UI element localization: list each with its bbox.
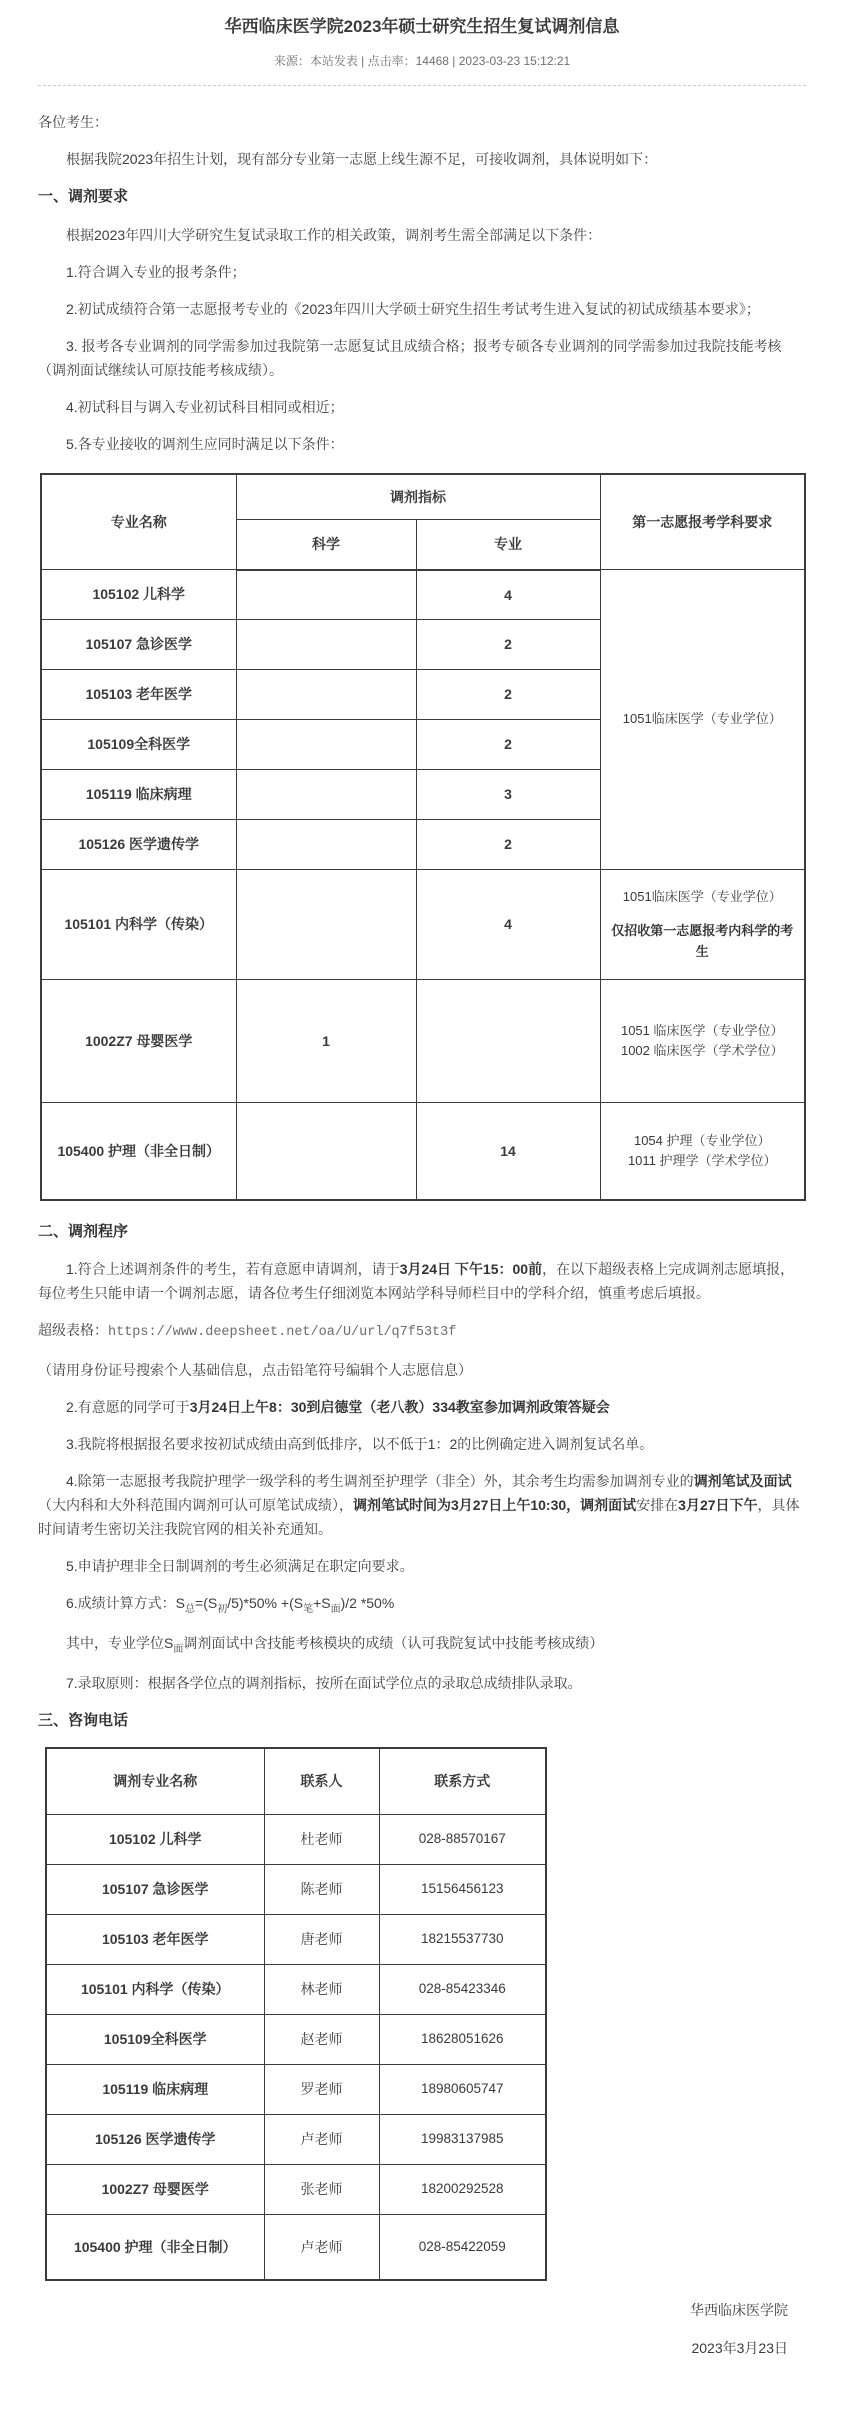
quota-col-quota: 调剂指标 <box>236 474 600 520</box>
sci-cell <box>236 720 416 770</box>
table-row <box>46 2214 546 2280</box>
phone-cell: 18980605747 <box>379 2064 546 2114</box>
person-cell: 卢老师 <box>264 2214 379 2280</box>
major-cell: 1002Z7 母婴医学 <box>41 980 236 1103</box>
table-row <box>41 1103 805 1200</box>
table-row <box>46 2164 546 2214</box>
major-cell: 105107 急诊医学 <box>41 620 236 670</box>
phone-cell: 18628051626 <box>379 2014 546 2064</box>
phone-cell: 028-88570167 <box>379 1814 546 1864</box>
section1-p0: 根据2023年四川大学研究生复试录取工作的相关政策，调剂考生需全部满足以下条件： <box>66 226 602 243</box>
interview-time-emphasis: 3月27日下午 <box>678 1496 758 1513</box>
pro-cell: 3 <box>416 770 600 820</box>
req-merged-cell: 1051临床医学（专业学位） <box>600 570 805 870</box>
section1-item4: 4.初试科目与调入专业初试科目相同或相近； <box>66 399 344 416</box>
phone-cell: 028-85423346 <box>379 1964 546 2014</box>
page-title: 华西临床医学院2023年硕士研究生招生复试调剂信息 <box>224 17 620 36</box>
section2-item2: 2.有意愿的同学可于3月24日上午8：30到启德堂（老八教）334教室参加调剂政策答疑会 <box>66 1398 610 1415</box>
quota-col-req: 第一志愿报考学科要求 <box>600 474 805 570</box>
person-cell: 赵老师 <box>264 2014 379 2064</box>
major-cell: 105109全科医学 <box>41 720 236 770</box>
table-row <box>46 2114 546 2164</box>
table-row <box>46 1964 546 2014</box>
phone-cell: 18200292528 <box>379 2164 546 2214</box>
person-cell: 罗老师 <box>264 2064 379 2114</box>
major-cell: 105119 临床病理 <box>41 770 236 820</box>
contact-col-phone: 联系方式 <box>379 1748 546 1814</box>
person-cell: 林老师 <box>264 1964 379 2014</box>
exam-time-emphasis: 调剂笔试时间为3月27日上午10:30，调剂面试 <box>353 1496 637 1513</box>
table-row <box>41 980 805 1103</box>
formula-note: 其中，专业学位$S_面$调剂面试中含技能考核模块的成绩（认可我院复试中技能考核成绩） <box>66 1635 604 1655</box>
score-formula: 6.成绩计算方式：$S_总=(S_初/5)*50\% +(S_笔+S_面)/2$ *50% <box>66 1595 395 1616</box>
sci-cell <box>236 1103 416 1200</box>
section2-item1: 1.符合上述调剂条件的考生，若有意愿申请调剂，请于3月24日 下午15：00前，在以下超级表格上完成调剂志愿填报，每位考生只能申请一个调剂志愿，请各位考生仔细浏览本网站学科导师栏目中的学科介绍，慎重考虑后填报。 <box>38 1261 795 1302</box>
req-line: 1051临床医学（专业学位） <box>622 889 782 905</box>
major-cell: 105101 内科学（传染） <box>46 1964 264 2014</box>
article-body <box>38 110 806 2361</box>
sci-cell <box>236 870 416 980</box>
pro-cell: 4 <box>416 570 600 620</box>
major-cell: 105103 老年医学 <box>46 1914 264 1964</box>
major-cell: 105103 老年医学 <box>41 670 236 720</box>
signature-block <box>38 2299 806 2361</box>
major-cell: 105400 护理（非全日制） <box>46 2214 264 2280</box>
pro-cell: 14 <box>416 1103 600 1200</box>
req-cell <box>600 980 805 1103</box>
contact-col-person: 联系人 <box>264 1748 379 1814</box>
section2-item7: 7.录取原则：根据各学位点的调剂指标，按所在面试学位点的录取总成绩排队录取。 <box>66 1675 582 1692</box>
quota-table <box>40 473 806 1201</box>
table-row <box>46 1864 546 1914</box>
major-cell: 105109全科医学 <box>46 2014 264 2064</box>
quota-col-pro: 专业 <box>416 520 600 570</box>
signature-org: 华西临床医学院 <box>690 2302 788 2319</box>
req-note: 仅招收第一志愿报考内科学的考生 <box>611 923 794 959</box>
section2-item3: 3.我院将根据报名要求按初试成绩由高到低排序，以不低于1：2的比例确定进入调剂复试名单。 <box>66 1435 654 1452</box>
phone-cell: 18215537730 <box>379 1914 546 1964</box>
table-row <box>46 2064 546 2114</box>
major-cell: 105126 医学遗传学 <box>41 820 236 870</box>
req-line: 1051 临床医学（专业学位） <box>620 1022 784 1038</box>
person-cell: 杜老师 <box>264 1814 379 1864</box>
quota-col-sci: 科学 <box>236 520 416 570</box>
article-meta: 来源：本站发表 | 点击率：14468 | 2023-03-23 15:12:21 <box>273 54 571 68</box>
major-cell: 1002Z7 母婴医学 <box>46 2164 264 2214</box>
deadline-emphasis: 3月24日 下午15：00前 <box>399 1261 543 1278</box>
sci-cell <box>236 620 416 670</box>
section1-item1: 1.符合调入专业的报考条件； <box>66 264 246 281</box>
section2-item4: 4.除第一志愿报考我院护理学一级学科的考生调剂至护理学（非全）外，其余考生均需参加调剂专业的调剂笔试及面试（大内科和大外科范围内调剂可认可原笔试成绩），调剂笔试时间为3月27日上午10:30，调剂面试安排在3月27日下午，具体时间请考生密切关注我院官网的相关补充通知。 <box>38 1472 800 1538</box>
table-row <box>46 1914 546 1964</box>
salutation: 各位考生： <box>38 114 108 130</box>
section1-heading: 一、调剂要求 <box>38 188 129 206</box>
intro-paragraph: 根据我院2023年招生计划，现有部分专业第一志愿上线生源不足，可接收调剂，具体说明如下： <box>66 151 658 168</box>
section3-heading: 三、咨询电话 <box>38 1712 129 1730</box>
exam-emphasis: 调剂笔试及面试 <box>693 1472 792 1489</box>
person-cell: 陈老师 <box>264 1864 379 1914</box>
sci-cell <box>236 820 416 870</box>
person-cell: 张老师 <box>264 2164 379 2214</box>
table-row <box>41 570 805 620</box>
section1-item3: 3. 报考各专业调剂的同学需参加过我院第一志愿复试且成绩合格；报考专硕各专业调剂的同学需参加过我院技能考核（调剂面试继续认可原技能考核成绩）。 <box>38 338 782 379</box>
table-row <box>46 2014 546 2064</box>
sci-cell <box>236 770 416 820</box>
contact-table <box>45 1747 547 2281</box>
meeting-emphasis: 3月24日上午8：30到启德堂（老八教）334教室参加调剂政策答疑会 <box>189 1398 610 1415</box>
req-line: 1054 护理（专业学位） <box>633 1132 771 1148</box>
sci-cell: 1 <box>236 980 416 1103</box>
pro-cell: 4 <box>416 870 600 980</box>
major-cell: 105119 临床病理 <box>46 2064 264 2114</box>
section2-item5: 5.申请护理非全日制调剂的考生必须满足在职定向要求。 <box>66 1558 414 1575</box>
phone-cell: 028-85422059 <box>379 2214 546 2280</box>
section1-item5: 5.各专业接收的调剂生应同时满足以下条件： <box>66 436 344 453</box>
req-line: 1002 临床医学（学术学位） <box>620 1043 784 1058</box>
divider <box>38 85 806 86</box>
section1-item2: 2.初试成绩符合第一志愿报考专业的《2023年四川大学硕士研究生招生考试考生进入复试的初试成绩基本要求》； <box>66 301 760 318</box>
pro-cell: 2 <box>416 670 600 720</box>
phone-cell: 19983137985 <box>379 2114 546 2164</box>
sheet-label: 超级表格： <box>38 1322 108 1339</box>
pro-cell <box>416 980 600 1103</box>
req-line: 1011 护理学（学术学位） <box>627 1152 777 1168</box>
sci-cell <box>236 670 416 720</box>
phone-cell: 15156456123 <box>379 1864 546 1914</box>
contact-col-major: 调剂专业名称 <box>46 1748 264 1814</box>
req-cell <box>600 1103 805 1200</box>
req-cell <box>600 870 805 980</box>
major-cell: 105102 儿科学 <box>41 570 236 620</box>
major-cell: 105101 内科学（传染） <box>41 870 236 980</box>
sheet-tip: （请用身份证号搜索个人基础信息，点击铅笔符号编辑个人志愿信息） <box>38 1361 472 1378</box>
sheet-url: https://www.deepsheet.net/oa/U/url/q7f53t3f <box>108 1325 457 1341</box>
person-cell: 唐老师 <box>264 1914 379 1964</box>
major-cell: 105400 护理（非全日制） <box>41 1103 236 1200</box>
pro-cell: 2 <box>416 620 600 670</box>
sheet-line <box>38 1318 806 1344</box>
table-row <box>41 870 805 980</box>
signature-date: 2023年3月23日 <box>691 2339 788 2356</box>
section2-heading: 二、调剂程序 <box>38 1222 129 1240</box>
major-cell: 105107 急诊医学 <box>46 1864 264 1914</box>
quota-col-major: 专业名称 <box>41 474 236 570</box>
pro-cell: 2 <box>416 720 600 770</box>
major-cell: 105102 儿科学 <box>46 1814 264 1864</box>
table-row <box>46 1814 546 1864</box>
person-cell: 卢老师 <box>264 2114 379 2164</box>
sci-cell <box>236 570 416 620</box>
major-cell: 105126 医学遗传学 <box>46 2114 264 2164</box>
pro-cell: 2 <box>416 820 600 870</box>
